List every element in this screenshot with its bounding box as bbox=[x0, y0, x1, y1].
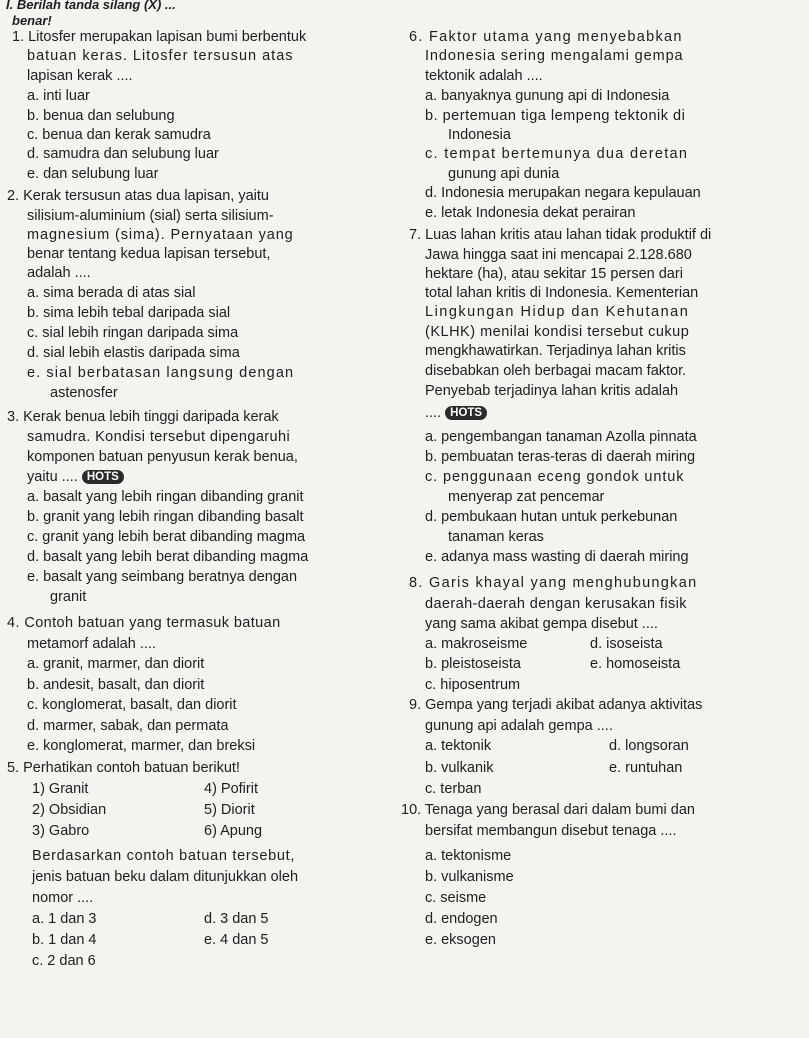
option-4a[interactable]: a. granit, marmer, dan diorit bbox=[27, 656, 205, 672]
option-3b[interactable]: b. granit yang lebih ringan dibanding basalt bbox=[27, 509, 304, 525]
question-5: 5. Perhatikan contoh batuan berikut! bbox=[7, 760, 240, 776]
option-10c[interactable]: c. seisme bbox=[425, 890, 487, 906]
option-4c[interactable]: c. konglomerat, basalt, dan diorit bbox=[27, 697, 237, 713]
option-7e[interactable]: e. adanya mass wasting di daerah miring bbox=[425, 549, 689, 565]
option-4b[interactable]: b. andesit, basalt, dan diorit bbox=[27, 677, 205, 693]
option-2e-cont[interactable]: astenosfer bbox=[50, 385, 118, 401]
option-8d[interactable]: d. isoseista bbox=[590, 636, 663, 652]
option-9e[interactable]: e. runtuhan bbox=[609, 760, 683, 776]
option-10b[interactable]: b. vulkanisme bbox=[425, 869, 514, 885]
option-6a[interactable]: a. banyaknya gunung api di Indonesia bbox=[425, 88, 670, 104]
option-10a[interactable]: a. tektonisme bbox=[425, 848, 512, 864]
question-7-cont: (KLHK) menilai kondisi tersebut cukup bbox=[425, 324, 690, 340]
option-8c[interactable]: c. hiposentrum bbox=[425, 677, 521, 693]
option-10e[interactable]: e. eksogen bbox=[425, 932, 496, 948]
question-10: 10. Tenaga yang berasal dari dalam bumi dan bbox=[401, 802, 695, 818]
option-5b[interactable]: b. 1 dan 4 bbox=[32, 932, 97, 948]
question-9-cont: gunung api adalah gempa .... bbox=[425, 718, 613, 734]
option-9a[interactable]: a. tektonik bbox=[425, 738, 492, 754]
option-1c[interactable]: c. benua dan kerak samudra bbox=[27, 127, 211, 143]
question-5-cont: nomor .... bbox=[32, 890, 94, 906]
instruction-header-cont: benar! bbox=[12, 13, 52, 28]
question-3-cont: samudra. Kondisi tersebut dipengaruhi bbox=[27, 429, 291, 445]
option-7c[interactable]: c. penggunaan eceng gondok untuk bbox=[425, 469, 685, 485]
option-4d[interactable]: d. marmer, sabak, dan permata bbox=[27, 718, 229, 734]
option-2d[interactable]: d. sial lebih elastis daripada sima bbox=[27, 345, 240, 361]
question-5-cont: Berdasarkan contoh batuan tersebut, bbox=[32, 848, 296, 864]
option-3c[interactable]: c. granit yang lebih berat dibanding magma bbox=[27, 529, 306, 545]
rock-6: 6) Apung bbox=[204, 823, 263, 839]
option-7d-cont[interactable]: tanaman keras bbox=[448, 529, 544, 545]
question-2-cont: silisium-aluminium (sial) serta silisium- bbox=[27, 208, 274, 224]
option-9c[interactable]: c. terban bbox=[425, 781, 482, 797]
option-8e[interactable]: e. homoseista bbox=[590, 656, 681, 672]
question-3: 3. Kerak benua lebih tinggi daripada kerak bbox=[7, 409, 279, 425]
option-4e[interactable]: e. konglomerat, marmer, dan breksi bbox=[27, 738, 256, 754]
rock-2: 2) Obsidian bbox=[32, 802, 107, 818]
question-2-cont: magnesium (sima). Pernyataan yang bbox=[27, 227, 294, 243]
option-7a[interactable]: a. pengembangan tanaman Azolla pinnata bbox=[425, 429, 697, 445]
option-6b[interactable]: b. pertemuan tiga lempeng tektonik di bbox=[425, 108, 686, 124]
option-5e[interactable]: e. 4 dan 5 bbox=[204, 932, 269, 948]
question-1-cont: batuan keras. Litosfer tersusun atas bbox=[27, 48, 294, 64]
question-8-cont: yang sama akibat gempa disebut .... bbox=[425, 616, 658, 632]
question-7-cont: Penyebab terjadinya lahan kritis adalah bbox=[425, 383, 679, 399]
option-5d[interactable]: d. 3 dan 5 bbox=[204, 911, 269, 927]
rock-5: 5) Diorit bbox=[204, 802, 255, 818]
option-2e[interactable]: e. sial berbatasan langsung dengan bbox=[27, 365, 295, 381]
question-2-cont: adalah .... bbox=[27, 265, 91, 281]
question-7: 7. Luas lahan kritis atau lahan tidak produktif di bbox=[409, 227, 712, 243]
option-9d[interactable]: d. longsoran bbox=[609, 738, 689, 754]
option-1b[interactable]: b. benua dan selubung bbox=[27, 108, 175, 124]
question-1: 1. Litosfer merupakan lapisan bumi berbentuk bbox=[12, 29, 307, 45]
question-2-cont: benar tentang kedua lapisan tersebut, bbox=[27, 246, 271, 262]
question-3-cont bbox=[27, 469, 124, 486]
question-9: 9. Gempa yang terjadi akibat adanya aktivitas bbox=[409, 697, 703, 713]
question-6-cont: Indonesia sering mengalami gempa bbox=[425, 48, 684, 64]
question-1-cont: lapisan kerak .... bbox=[27, 68, 133, 84]
rock-1: 1) Granit bbox=[32, 781, 89, 797]
question-7-cont: hektare (ha), atau sekitar 15 persen dari bbox=[425, 266, 683, 282]
rock-4: 4) Pofirit bbox=[204, 781, 258, 797]
question-8: 8. Garis khayal yang menghubungkan bbox=[409, 575, 698, 591]
instruction-header: I. Berilah tanda silang (X) ... bbox=[6, 0, 176, 12]
rock-3: 3) Gabro bbox=[32, 823, 90, 839]
option-3e[interactable]: e. basalt yang seimbang beratnya dengan bbox=[27, 569, 298, 585]
option-5a[interactable]: a. 1 dan 3 bbox=[32, 911, 97, 927]
option-5c[interactable]: c. 2 dan 6 bbox=[32, 953, 96, 969]
option-7b[interactable]: b. pembuatan teras-teras di daerah miring bbox=[425, 449, 696, 465]
hots-badge: HOTS bbox=[82, 470, 124, 484]
option-6c[interactable]: c. tempat bertemunya dua deretan bbox=[425, 146, 689, 162]
option-6d[interactable]: d. Indonesia merupakan negara kepulauan bbox=[425, 185, 701, 201]
question-4: 4. Contoh batuan yang termasuk batuan bbox=[7, 615, 281, 631]
question-7-cont: Lingkungan Hidup dan Kehutanan bbox=[425, 304, 690, 320]
option-1d[interactable]: d. samudra dan selubung luar bbox=[27, 146, 219, 162]
question-7-cont: mengkhawatirkan. Terjadinya lahan kritis bbox=[425, 343, 686, 359]
option-2c[interactable]: c. sial lebih ringan daripada sima bbox=[27, 325, 239, 341]
question-3-yaitu: yaitu .... bbox=[27, 469, 78, 485]
question-6: 6. Faktor utama yang menyebabkan bbox=[409, 29, 683, 45]
option-3e-cont[interactable]: granit bbox=[50, 589, 87, 605]
option-6c-cont[interactable]: gunung api dunia bbox=[448, 166, 560, 182]
question-7-cont bbox=[425, 405, 487, 422]
question-6-cont: tektonik adalah .... bbox=[425, 68, 543, 84]
question-7-cont: Jawa hingga saat ini mencapai 2.128.680 bbox=[425, 247, 692, 263]
option-10d[interactable]: d. endogen bbox=[425, 911, 498, 927]
question-7-dots: .... bbox=[425, 405, 442, 421]
option-8a[interactable]: a. makroseisme bbox=[425, 636, 528, 652]
question-2: 2. Kerak tersusun atas dua lapisan, yaitu bbox=[7, 188, 269, 204]
option-2a[interactable]: a. sima berada di atas sial bbox=[27, 285, 196, 301]
option-6e[interactable]: e. letak Indonesia dekat perairan bbox=[425, 205, 636, 221]
question-4-cont: metamorf adalah .... bbox=[27, 636, 156, 652]
option-2b[interactable]: b. sima lebih tebal daripada sial bbox=[27, 305, 231, 321]
option-9b[interactable]: b. vulkanik bbox=[425, 760, 494, 776]
option-3d[interactable]: d. basalt yang lebih berat dibanding magma bbox=[27, 549, 309, 565]
option-3a[interactable]: a. basalt yang lebih ringan dibanding granit bbox=[27, 489, 304, 505]
option-8b[interactable]: b. pleistoseista bbox=[425, 656, 521, 672]
question-3-cont: komponen batuan penyusun kerak benua, bbox=[27, 449, 298, 465]
hots-badge: HOTS bbox=[445, 406, 487, 420]
question-8-cont: daerah-daerah dengan kerusakan fisik bbox=[425, 596, 687, 612]
option-7c-cont[interactable]: menyerap zat pencemar bbox=[448, 489, 605, 505]
question-5-cont: jenis batuan beku dalam ditunjukkan oleh bbox=[32, 869, 299, 885]
option-6b-cont[interactable]: Indonesia bbox=[448, 127, 511, 143]
option-1a[interactable]: a. inti luar bbox=[27, 88, 90, 104]
question-10-cont: bersifat membangun disebut tenaga .... bbox=[425, 823, 677, 839]
question-7-cont: disebabkan oleh berbagai macam faktor. bbox=[425, 363, 687, 379]
option-1e[interactable]: e. dan selubung luar bbox=[27, 166, 159, 182]
option-7d[interactable]: d. pembukaan hutan untuk perkebunan bbox=[425, 509, 678, 525]
question-7-cont: total lahan kritis di Indonesia. Kementerian bbox=[425, 285, 699, 301]
